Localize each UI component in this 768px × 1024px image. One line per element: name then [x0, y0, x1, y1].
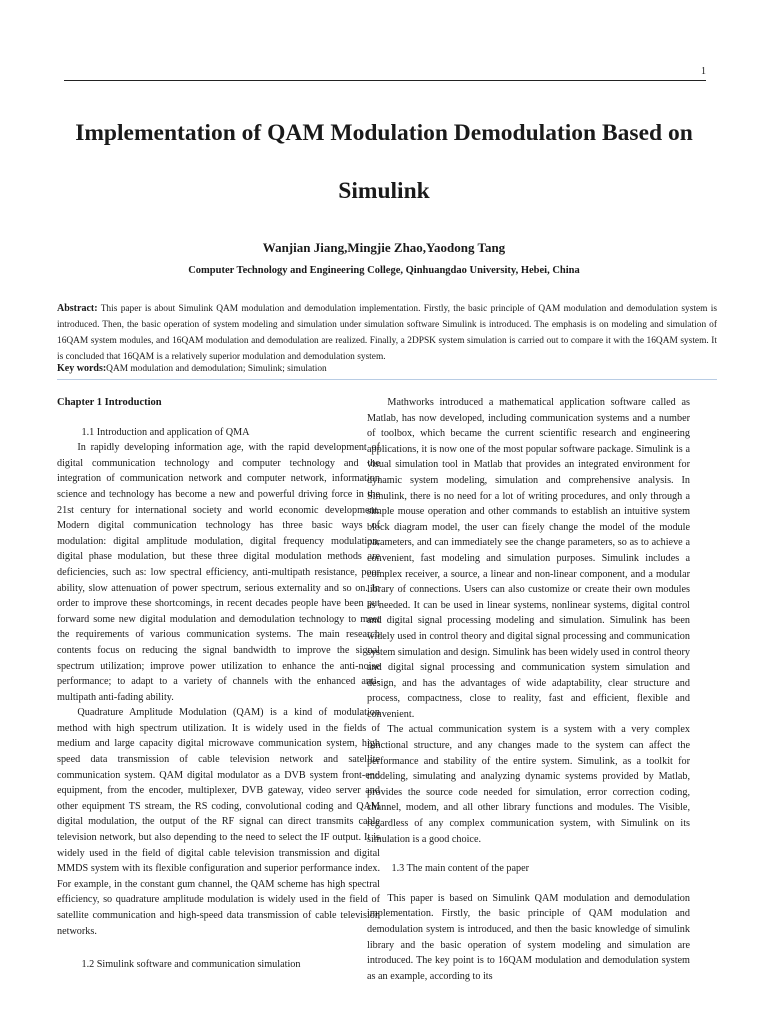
authors: Wanjian Jiang,Mingjie Zhao,Yaodong Tang [262, 240, 506, 255]
keywords-text: QAM modulation and demodulation; Simulink; simulation [106, 364, 327, 374]
abstract-divider [57, 379, 717, 380]
right-column [367, 395, 690, 984]
body-paragraph: The actual communication system is a system with a very complex functional structure, and any changes made to the system can affect the performance and stability of the entire system. Simulink, as a toolkit for modeling, simulating and analyzing dynamic systems provided by Matlab, provides the source code needed for simulation, error correction coding, channel, modem, and all other library functions and modules. The Visible, regardless of any complex communication system, with Simulink on its simulation is a good choice. [367, 724, 690, 845]
body-paragraph: Quadrature Amplitude Modulation (QAM) is a kind of modulation method with high spectrum utilization. It is widely used in the fields of medium and large capacity digital microwave communication system, high speed data transmission of cable television network and satellite communication system. QAM digital modulator as a DVB system front-end equipment, from the encoder, multiplexer, DVB gateway, video server and other equipment TS stream, the RS coding, convolutional coding and QAM digital modulation, the output of the RF signal can direct transmits cable television network, but also depending to the need to select the IF output. It is widely used in the field of digital cable television transmission and digital MMDS system with its flexible configuration and superior performance index. For example, in the constant gum channel, the QAM scheme has high spectral efficiency, so quadrature amplitude modulation is widely used in the field of satellite communication and high-speed data transmission of cable television networks. [57, 707, 380, 937]
body-paragraph: In rapidly developing information age, with the rapid development of digital communication technology and computer technology and the integration of communication network and computer network, information science and technology has become a new and powerful driving force in the 21st century for international society and world economic development. Modern digital communication technology has three basic ways of modulation: digital amplitude modulation, digital frequency modulation, digital phase modulation, but these three digital modulation methods are deficiencies, such as: low spectral efficiency, anti-multipath resistance, poor ability, slow attenuation of power spectrum, serious externality and so on. In order to improve these shortcomings, in recent decades people have been put forward some new digital modulation and demodulation technology to meet the requirements of various communication systems. The main research contents focus on reducing the signal bandwidth to improve the signal spectrum utilization; improve power utilization to enhance the anti-noise performance; to adapt to a variety of channels with the enhanced anti-multipath anti-fading ability. [57, 442, 380, 703]
section-1-1-heading: 1.1 Introduction and application of QMA [81, 426, 250, 438]
keywords-label: Key words: [57, 363, 107, 374]
header-rule [64, 80, 706, 81]
body-paragraph: This paper is based on Simulink QAM modulation and demodulation implementation. Firstly, the basic principle of QAM modulation and demodulation system is introduced, and then the basic knowledge of simulink library and the basic operation of system modeling and simulation are introduced. The key point is to 16QAM modulation and demodulation system as an example, according to its [367, 892, 690, 982]
left-column [57, 395, 380, 973]
paper-title: Implementation of QAM Modulation Demodulation Based on Simulink [75, 120, 693, 204]
affiliation: Computer Technology and Engineering College, Qinhuangdao University, Hebei, China [188, 265, 580, 276]
abstract-text: This paper is about Simulink QAM modulation and demodulation implementation. Firstly, the basic principle of QAM modulation and demodulation system is introduced. Then, the basic operation of system modeling and simulation under simulation software Simulink is introduced. The emphasis is on modeling and simulation of 16QAM system modules, and 16QAM modulation and demodulation are realized. Finally, a 2DPSK system simulation is carried out to compare it with the 16QAM system. It is concluded that 16QAM is a relatively superior modulation and demodulation system. [57, 304, 717, 362]
section-1-3-heading: 1.3 The main content of the paper [391, 863, 530, 875]
body-paragraph: Mathworks introduced a mathematical application software called as Matlab, has now developed, including communication systems and a number of toolbox, which became the current scientific research and engineering applications, it is now one of the most popular software package. Simulink is a visual simulation tool in Matlab that provides an integrated environment for dynamic system modeling, simulation and comprehensive analysis. In Simulink, there is no need for a lot of writing procedures, and only through a simple mouse operation and other commands to establish an intuitive system block diagram model, the user can fiεely change the model of the module parameters, and can immediately see the change parameters, so as to achieve a convenient, fast modeling and simulation purposes. Simulink includes a complex receiver, a source, a linear and non-linear component, and a modular library of connections. Users can also customize or create their own modules as needed. It can be used in linear systems, nonlinear systems, digital control and digital signal processing modeling and simulation. Simulink has been widely used in control theory and digital signal processing and communication system simulation and design. Simulink has been widely used in control theory and digital signal processing and communication system simulation and design, and has the advantages of wide adaptability, clear structure and process, compactness, close to reality, fast and efficient, flexible and convenient. [367, 397, 690, 720]
abstract-label: Abstract: [57, 303, 98, 314]
page-number: 1 [701, 66, 706, 77]
keywords [57, 362, 717, 376]
section-1-2-heading: 1.2 Simulink software and communication simulation [81, 959, 301, 971]
chapter-heading: Chapter 1 Introduction [57, 397, 162, 408]
abstract [57, 301, 717, 365]
